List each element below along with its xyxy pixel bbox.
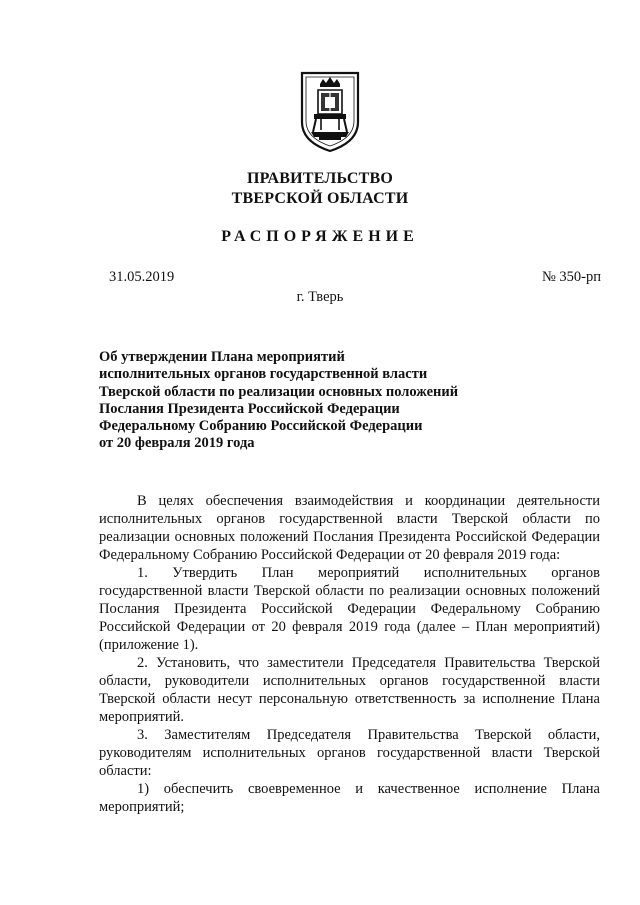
title-line: Об утверждении Плана мероприятий	[99, 349, 345, 365]
title-line: Федеральному Собранию Российской Федерации	[99, 418, 423, 435]
title-line: Тверской области по реализации основных положений	[99, 383, 459, 400]
body-paragraph-item-1: 1. Утвердить План мероприятий исполнительных органов государственной власти Тверской области по реализации основных положений Послания Президента Российской Федерации Федеральному Собранию Российской Федерации от 20 февраля 2019 года (далее – План мероприятий) (приложение 1).	[99, 565, 600, 653]
document-body	[99, 492, 600, 816]
document-type: РАСПОРЯЖЕНИЕ	[221, 228, 419, 245]
document-city: г. Тверь	[296, 289, 344, 305]
government-name-line1: ПРАВИТЕЛЬСТВО	[246, 170, 394, 187]
title-line: от 20 февраля 2019 года	[99, 435, 255, 452]
title-line: Послания Президента Российской Федерации	[99, 400, 400, 417]
document-date: 31.05.2019	[109, 269, 175, 285]
title-line: исполнительных органов государственной власти	[99, 366, 428, 383]
document-title	[99, 349, 509, 453]
body-paragraph-item-2: 2. Установить, что заместители Председателя Правительства Тверской области, руководители исполнительных органов государственной власти Тверской области несут персональную ответственность за исполнение Плана мероприятий.	[99, 655, 600, 725]
government-name-line2: ТВЕРСКОЙ ОБЛАСТИ	[231, 190, 409, 207]
body-paragraph-item-3: 3. Заместителям Председателя Правительства Тверской области, руководителям исполнительных органов государственной власти Тверской области:	[99, 727, 600, 779]
tver-coat-of-arms-icon	[299, 70, 361, 154]
body-paragraph-subitem-1: 1) обеспечить своевременное и качественное исполнение Плана мероприятий;	[99, 781, 600, 815]
emblem	[299, 70, 361, 154]
body-paragraph-preamble: В целях обеспечения взаимодействия и координации деятельности исполнительных органов государственной власти Тверской области по реализации основных положений Послания Президента Российской Федерации Федеральному Собранию Российской Федерации от 20 февраля 2019 года:	[99, 493, 600, 563]
document-number: № 350-рп	[541, 269, 601, 285]
